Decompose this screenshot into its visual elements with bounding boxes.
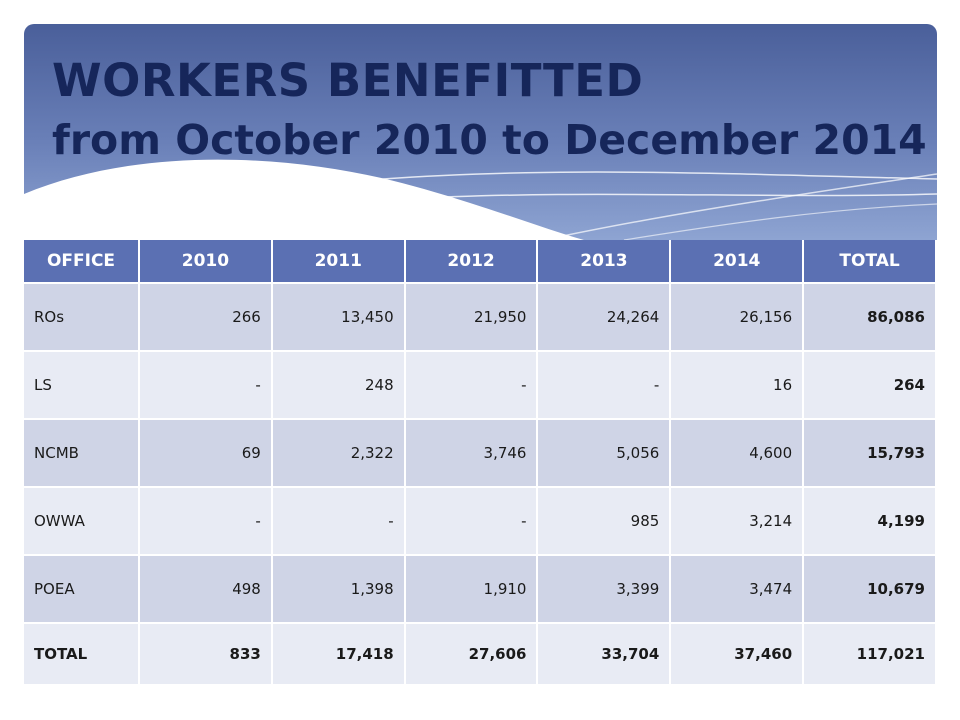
table-cell: 69	[139, 419, 272, 487]
office-cell: ROs	[24, 283, 139, 351]
table-cell: -	[537, 351, 670, 419]
table-cell: 1,910	[405, 555, 538, 623]
table-cell: 13,450	[272, 283, 405, 351]
table-cell: 1,398	[272, 555, 405, 623]
table-cell: 2,322	[272, 419, 405, 487]
table-cell: -	[405, 487, 538, 555]
office-cell: POEA	[24, 555, 139, 623]
table-cell: 248	[272, 351, 405, 419]
table-row	[24, 487, 936, 555]
row-total-cell: 86,086	[803, 283, 936, 351]
office-cell: TOTAL	[24, 623, 139, 684]
column-header: 2011	[272, 240, 405, 283]
table-cell: -	[405, 351, 538, 419]
table-cell: 5,056	[537, 419, 670, 487]
workers-benefitted-table	[24, 240, 937, 684]
table-cell: 37,460	[670, 623, 803, 684]
grand-total-row	[24, 623, 936, 684]
column-header: OFFICE	[24, 240, 139, 283]
table-row	[24, 555, 936, 623]
table-cell: 3,214	[670, 487, 803, 555]
table-cell: -	[139, 487, 272, 555]
table-cell: 16	[670, 351, 803, 419]
table-row	[24, 283, 936, 351]
table-cell: -	[139, 351, 272, 419]
column-header: 2014	[670, 240, 803, 283]
table-cell: 17,418	[272, 623, 405, 684]
table-cell: 3,474	[670, 555, 803, 623]
row-total-cell: 10,679	[803, 555, 936, 623]
column-header: 2010	[139, 240, 272, 283]
table-cell: 266	[139, 283, 272, 351]
table-cell: 21,950	[405, 283, 538, 351]
row-total-cell: 264	[803, 351, 936, 419]
table-cell: 3,746	[405, 419, 538, 487]
table-cell: 498	[139, 555, 272, 623]
table-header-row	[24, 240, 936, 283]
row-total-cell: 15,793	[803, 419, 936, 487]
office-cell: LS	[24, 351, 139, 419]
table-cell: 26,156	[670, 283, 803, 351]
table-cell: 833	[139, 623, 272, 684]
table-cell: 985	[537, 487, 670, 555]
office-cell: NCMB	[24, 419, 139, 487]
title-line-1: WORKERS BENEFITTED	[52, 54, 644, 107]
title-banner	[24, 24, 937, 240]
page-title	[52, 56, 927, 163]
table-cell: 24,264	[537, 283, 670, 351]
table-cell: 33,704	[537, 623, 670, 684]
table-cell: 4,600	[670, 419, 803, 487]
table-cell: 27,606	[405, 623, 538, 684]
office-cell: OWWA	[24, 487, 139, 555]
title-line-2: from October 2010 to December 2014	[52, 115, 927, 164]
table-row	[24, 419, 936, 487]
table-row	[24, 351, 936, 419]
grand-total-cell: 117,021	[803, 623, 936, 684]
table-cell: 3,399	[537, 555, 670, 623]
table-cell: -	[272, 487, 405, 555]
column-header: 2013	[537, 240, 670, 283]
column-header: TOTAL	[803, 240, 936, 283]
column-header: 2012	[405, 240, 538, 283]
row-total-cell: 4,199	[803, 487, 936, 555]
